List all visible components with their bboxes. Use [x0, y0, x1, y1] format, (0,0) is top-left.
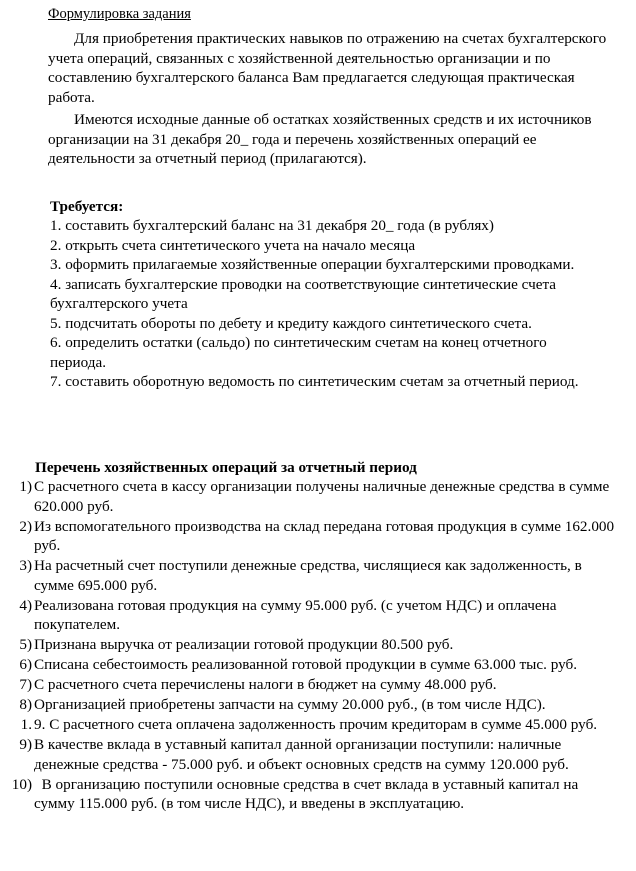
operations-title: Перечень хозяйственных операций за отчетный период [35, 459, 417, 476]
operation-item [0, 556, 620, 595]
operation-number: 10) [11, 775, 32, 793]
task-heading: Формулировка задания [48, 6, 191, 22]
operation-number: 1. [20, 716, 32, 733]
operation-item [0, 715, 620, 735]
operation-text: Из вспомогательного производства на склад передана готовая продукция в сумме 162.000 руб. [34, 517, 615, 554]
requirement-item: 1. составить бухгалтерский баланс на 31 декабря 20_ года (в рублях) [50, 217, 494, 234]
operation-number: 9) [19, 736, 32, 753]
operation-number: 2) [19, 517, 32, 535]
operation-text: В качестве вклада в уставный капитал данной организации поступили: наличные денежные средства - 75.000 руб. и объект основных средств на сумму 120.000 руб. [34, 736, 569, 773]
operation-number: 3) [19, 557, 32, 574]
operation-text: В организацию поступили основные средства в счет вклада в уставный капитал на сумму 115.000 руб. (в том числе НДС), и введены в эксплуатацию. [34, 775, 582, 812]
operation-text: 9. С расчетного счета оплачена задолженность прочим кредиторам в сумме 45.000 руб. [34, 716, 598, 733]
operation-item [0, 655, 620, 675]
requirement-item: 2. открыть счета синтетического учета на начало месяца [50, 236, 416, 254]
requirements-title: Требуется: [50, 198, 124, 215]
operation-item [0, 635, 620, 655]
operation-item [0, 596, 620, 635]
requirement-item: 4. записать бухгалтерские проводки на соответствующие синтетические счета бухгалтерского учета [50, 275, 557, 312]
operation-text: Признана выручка от реализации готовой продукции 80.500 руб. [34, 636, 454, 653]
requirement-item: 5. подсчитать обороты по дебету и кредиту каждого синтетического счета. [50, 314, 532, 332]
operation-item [0, 675, 620, 695]
operation-item [0, 477, 620, 516]
operation-item [0, 775, 620, 814]
operation-number: 6) [19, 656, 32, 673]
operation-number: 4) [19, 596, 32, 614]
requirement-item: 7. составить оборотную ведомость по синтетическим счетам за отчетный период. [50, 373, 579, 390]
operation-text: С расчетного счета в кассу организации получены наличные денежные средства в сумме 620.000 руб. [34, 478, 610, 515]
operation-text: На расчетный счет поступили денежные средства, числящиеся как задолженность, в сумме 695.000 руб. [34, 557, 582, 594]
operation-number: 8) [19, 696, 32, 713]
operation-number: 1) [19, 478, 32, 495]
operation-item [0, 517, 620, 556]
operation-item [0, 695, 620, 715]
intro-paragraph-2: Имеются исходные данные об остатках хозяйственных средств и их источников организации на 31 декабря 20_ года и перечень хозяйственных операций ее деятельности за отчетный период (прилагаются). [48, 111, 592, 167]
requirements-list [50, 216, 600, 392]
operation-text: Реализована готовая продукция на сумму 95.000 руб. (с учетом НДС) и оплачена покупателем. [34, 596, 557, 633]
operation-text: Организацией приобретены запчасти на сумму 20.000 руб., (в том числе НДС). [34, 696, 546, 713]
intro-paragraph-1: Для приобретения практических навыков по отражению на счетах бухгалтерского учета операций, связанных с хозяйственной деятельностью организации и по составлению бухгалтерского баланса Вам предлагается следующая практическая работа. [48, 30, 607, 106]
operation-text: С расчетного счета перечислены налоги в бюджет на сумму 48.000 руб. [34, 676, 497, 693]
operation-number: 5) [19, 636, 32, 653]
operation-item [0, 735, 620, 774]
operations-list [0, 477, 620, 814]
operation-number: 7) [19, 676, 32, 693]
requirement-item: 3. оформить прилагаемые хозяйственные операции бухгалтерскими проводками. [50, 256, 575, 273]
requirement-item: 6. определить остатки (сальдо) по синтетическим счетам на конец отчетного периода. [50, 334, 547, 371]
operation-text: Списана себестоимость реализованной готовой продукции в сумме 63.000 тыс. руб. [34, 656, 578, 673]
